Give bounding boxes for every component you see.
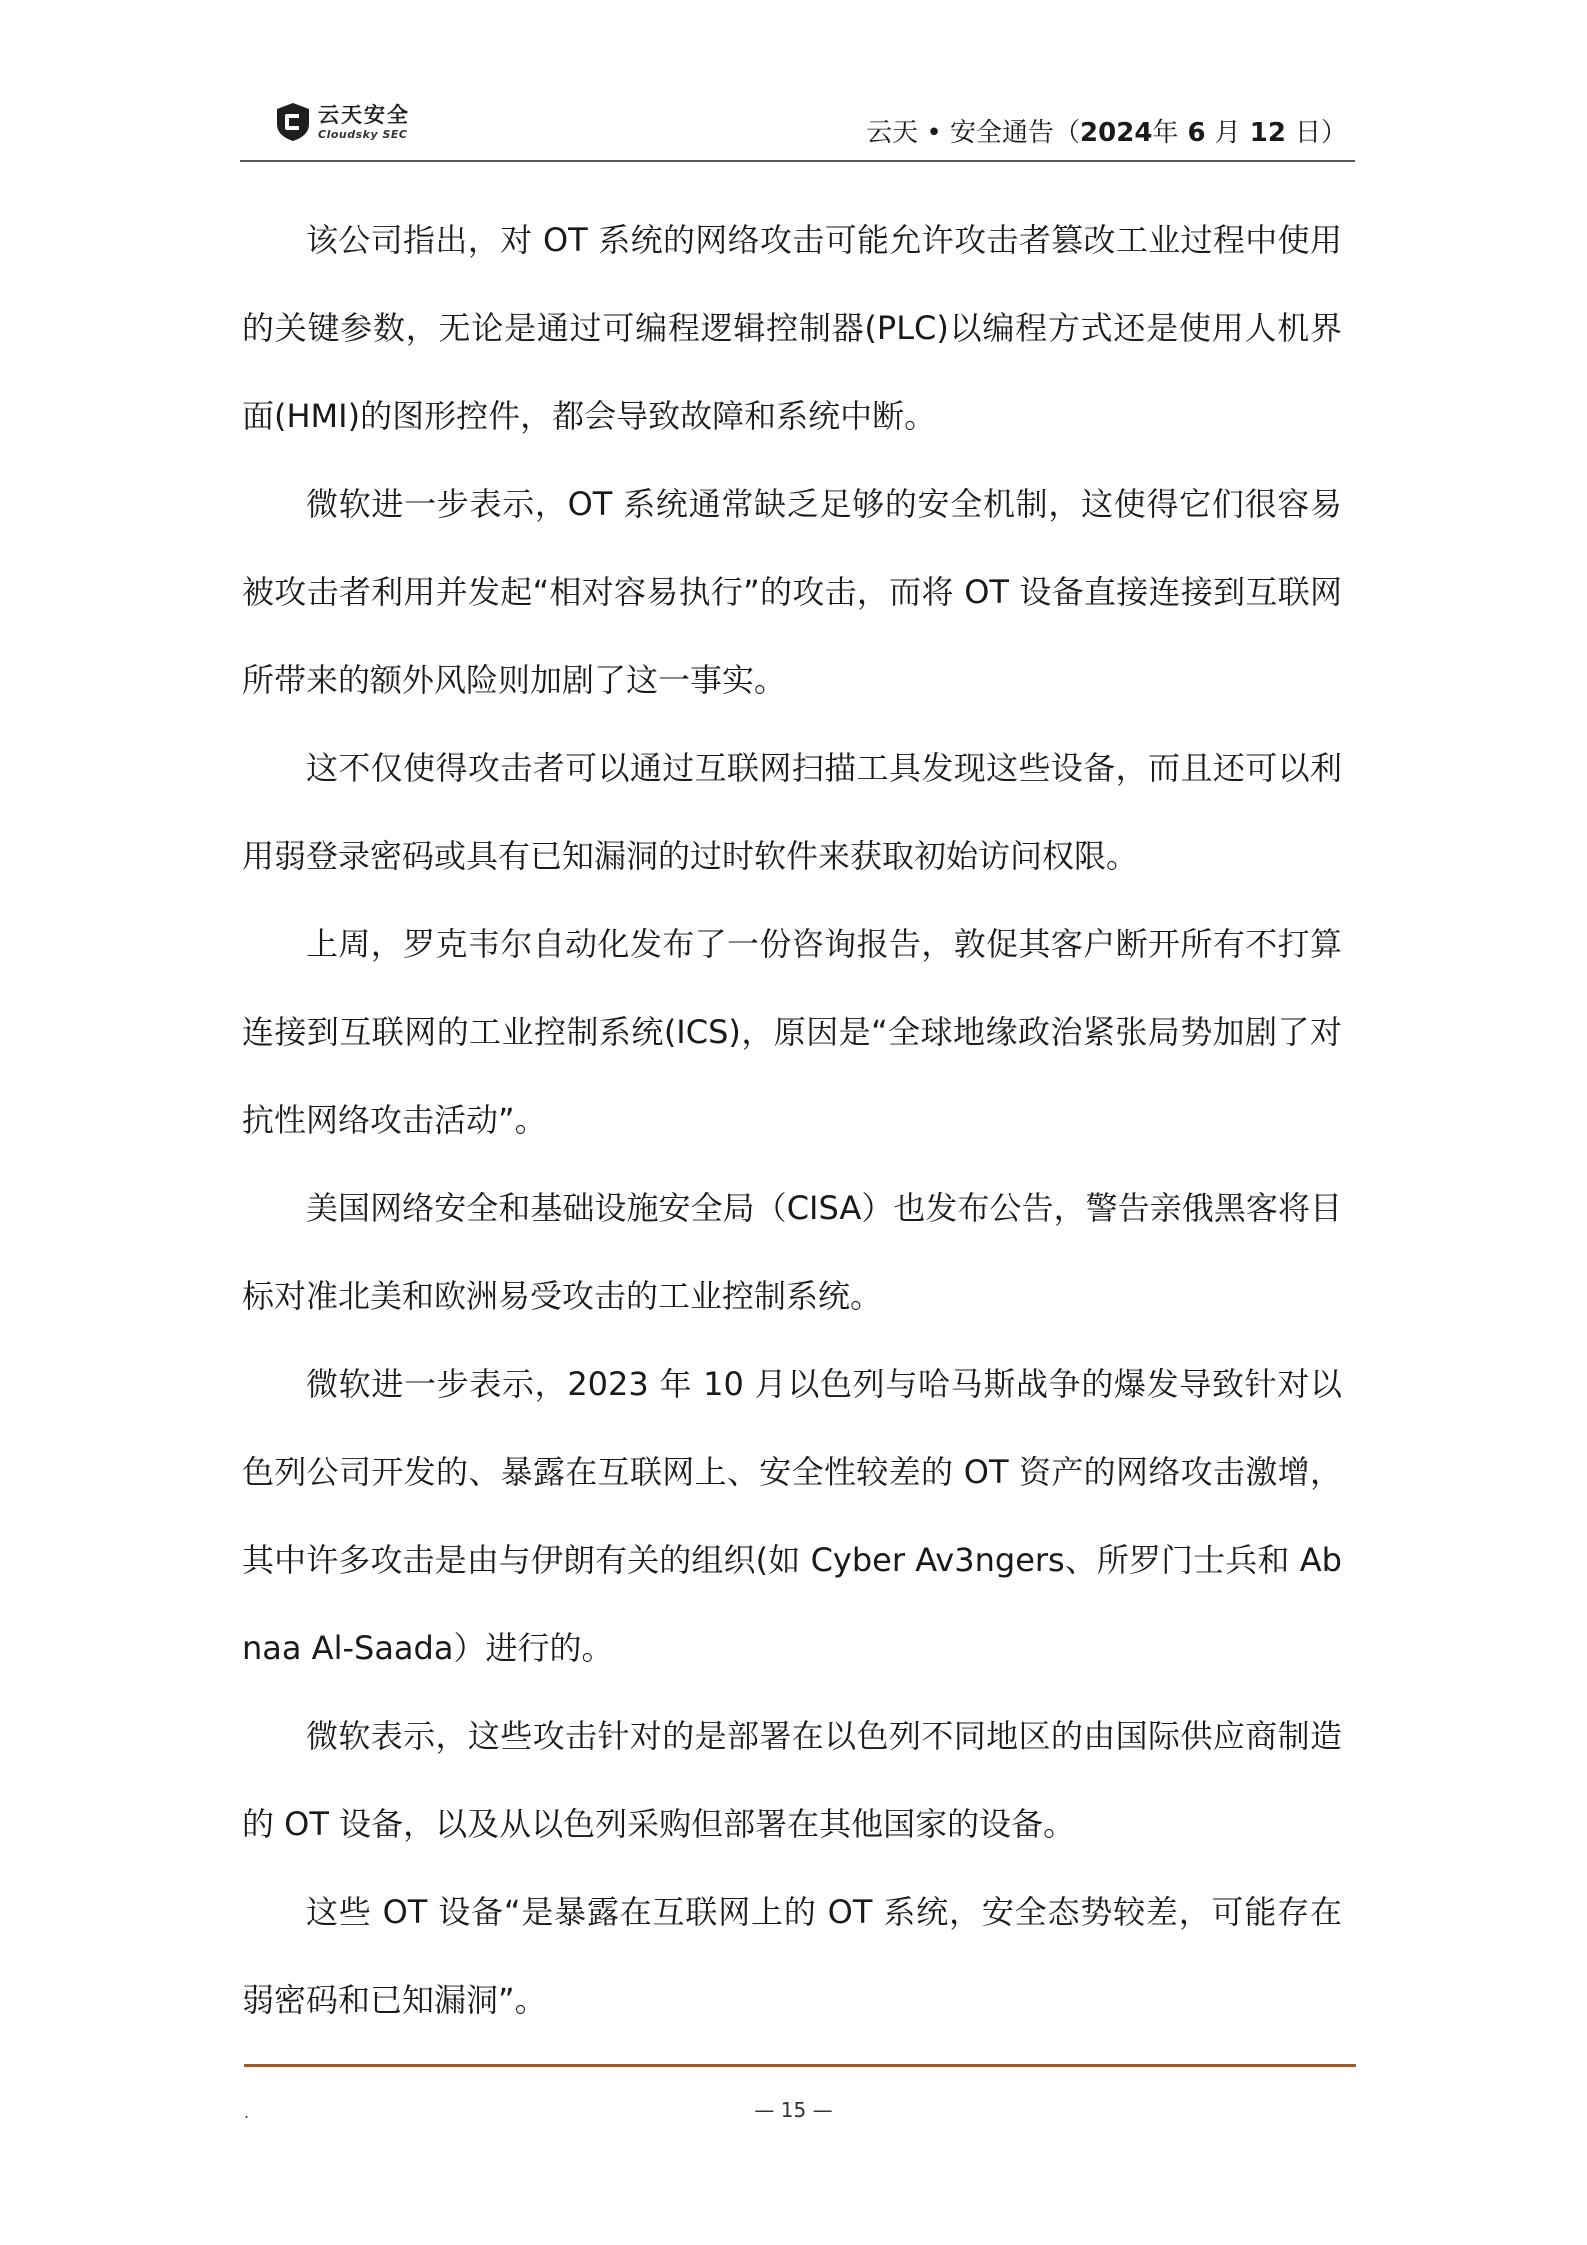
paragraph: 微软进一步表示，OT 系统通常缺乏足够的安全机制，这使得它们很容易被攻击者利用并发起“相对容易执行”的攻击，而将 OT 设备直接连接到互联网所带来的额外风险则加剧了这一事实。	[242, 485, 1342, 699]
paragraph: 这不仅使得攻击者可以通过互联网扫描工具发现这些设备，而且还可以利用弱登录密码或具有已知漏洞的过时软件来获取初始访问权限。	[242, 749, 1342, 875]
page-header	[240, 96, 1355, 162]
paragraph: 该公司指出，对 OT 系统的网络攻击可能允许攻击者篡改工业过程中使用的关键参数，无论是通过可编程逻辑控制器(PLC)以编程方式还是使用人机界面(HMI)的图形控件，都会导致故障和系统中断。	[242, 221, 1342, 435]
header-divider	[240, 160, 1355, 162]
shield-logo-icon	[274, 102, 312, 142]
footer-divider	[244, 2064, 1356, 2067]
paragraph: 上周，罗克韦尔自动化发布了一份咨询报告，敦促其客户断开所有不打算连接到互联网的工业控制系统(ICS)，原因是“全球地缘政治紧张局势加剧了对抗性网络攻击活动”。	[242, 925, 1342, 1139]
logo-chinese-name: 云天安全	[318, 102, 410, 127]
footer-dot: .	[244, 2103, 250, 2122]
company-logo	[274, 98, 410, 146]
paragraph: 这些 OT 设备“是暴露在互联网上的 OT 系统，安全态势较差，可能存在弱密码和已知漏洞”。	[242, 1893, 1342, 2019]
bulletin-title: 云天 • 安全通告（2024年 6 月 12 日）	[866, 118, 1347, 148]
paragraph: 美国网络安全和基础设施安全局（CISA）也发布公告，警告亲俄黑客将目标对准北美和欧洲易受攻击的工业控制系统。	[242, 1189, 1342, 1315]
logo-english-name: Cloudsky SEC	[318, 127, 408, 141]
page-number: — 15 —	[754, 2098, 833, 2122]
article-body	[242, 196, 1342, 2044]
paragraph: 微软表示，这些攻击针对的是部署在以色列不同地区的由国际供应商制造的 OT 设备，以及从以色列采购但部署在其他国家的设备。	[242, 1717, 1342, 1843]
paragraph: 微软进一步表示，2023 年 10 月以色列与哈马斯战争的爆发导致针对以色列公司开发的、暴露在互联网上、安全性较差的 OT 资产的网络攻击激增，其中许多攻击是由与伊朗有关的组织(如 Cyber Av3ngers、所罗门士兵和 Abnaa Al-Saada）进行的。	[242, 1365, 1342, 1667]
